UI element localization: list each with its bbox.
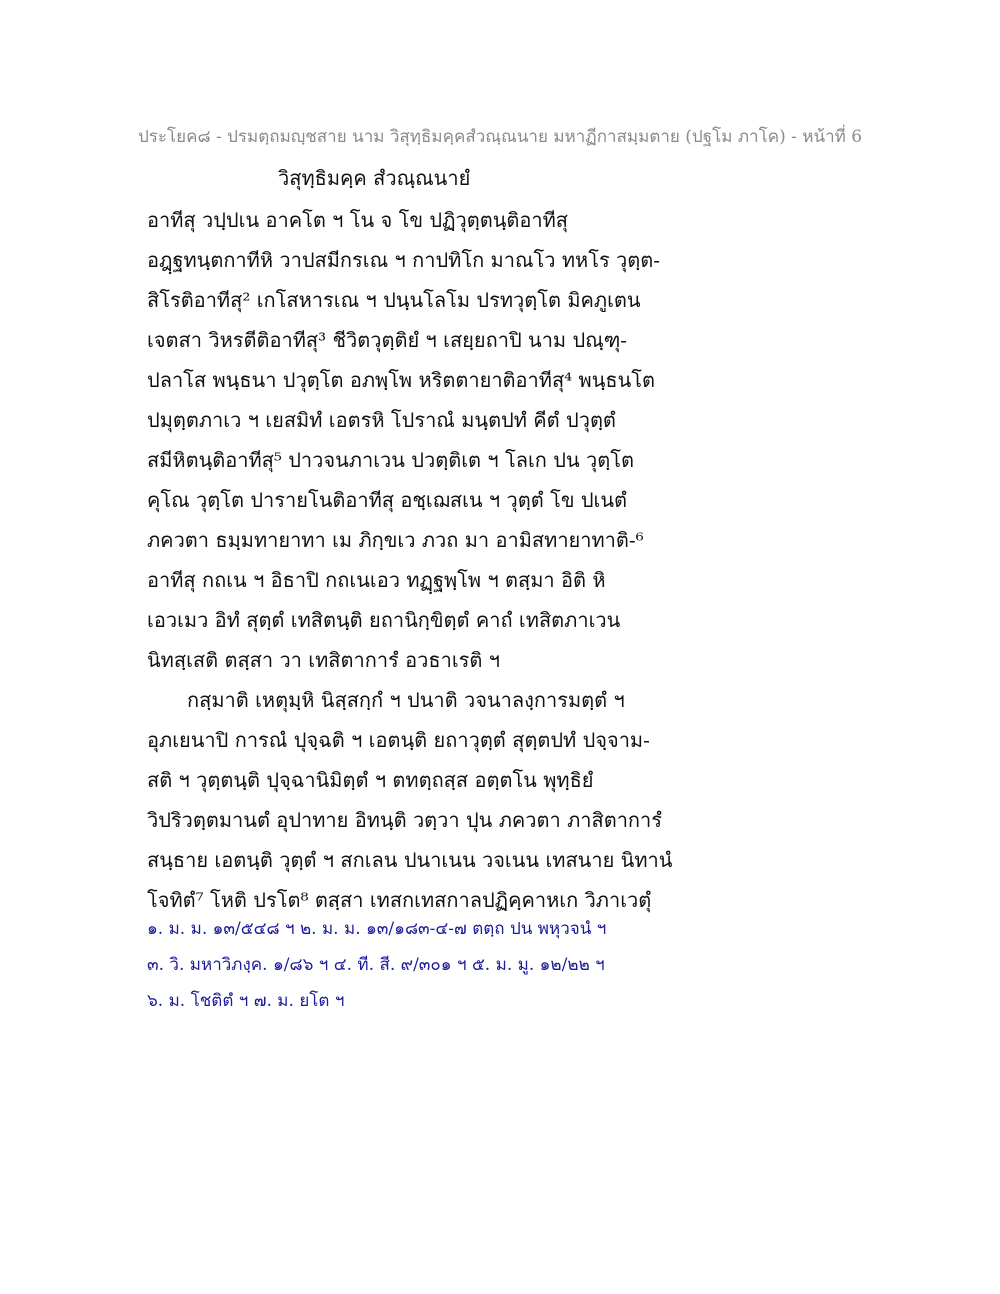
footnote-line: ๑. ม. ม. ๑๓/๕๔๘ ฯ ๒. ม. ม. ๑๓/๑๘๓-๔-๗ ตตฺถ ปน พหุวจนํ ฯ <box>147 919 607 939</box>
body-line: ปมุตฺตภาเว ฯ เยสมิทํ เอตรหิ โปราณํ มนฺตปทํ คีตํ ปวุตฺตํ <box>147 408 616 432</box>
footnote-line: ๖. ม. โชติตํ ฯ ๗. ม. ยโต ฯ <box>147 991 345 1011</box>
body-line: คุโณ วุตฺโต ปารายโนติอาทีสุ อชฺเฌสเน ฯ วุตฺตํ โข ปเนตํ <box>147 488 628 512</box>
body-line: เจตสา วิหรตีติอาทีสุ³ ชีวิตวุตฺติยํ ฯ เสยฺยถาปิ นาม ปณฺฑุ- <box>147 328 628 352</box>
body-line: สมีหิตนฺติอาทีสุ⁵ ปาวจนภาเวน ปวตฺติเต ฯ โลเก ปน วุตฺโต <box>147 448 634 472</box>
body-line: สติ ฯ วุตฺตนฺติ ปุจฺฉานิมิตฺตํ ฯ ตทตฺถสฺส อตฺตโน พุทฺธิยํ <box>147 768 594 792</box>
body-line: โจทิตํ⁷ โหติ ปรโต⁸ ตสฺสา เทสกเทสกาลปฏิคฺคาหเก วิภาเวตุํ <box>147 888 652 912</box>
body-line: อาทีสุ กถเน ฯ อิธาปิ กถเนเอว ทฏฺฐพฺโพ ฯ ตสฺมา อิติ หิ <box>147 568 606 592</box>
body-line: อฎฺฐทนฺตกาทีหิ วาปสมีกรเณ ฯ กาปทิโก มาณโว ทหโร วุตฺต- <box>147 248 661 272</box>
body-text <box>147 200 707 920</box>
body-line: ปลาโส พนฺธนา ปวุตฺโต อภพฺโพ หริตตายาติอาทีสุ⁴ พนฺธนโต <box>147 368 656 392</box>
body-line: เอวเมว อิทํ สุตฺตํ เทสิตนฺติ ยถานิกฺขิตฺตํ คาถํ เทสิตภาเวน <box>147 608 621 632</box>
body-line: วิปริวตฺตมานตํ อุปาทาย อิทนฺติ วตฺวา ปุน ภควตา ภาสิตาการํ <box>147 808 662 832</box>
footnotes <box>147 911 747 1019</box>
body-line: อาทีสุ วปฺปเน อาคโต ฯ โน จ โข ปฏิวุตฺตนฺติอาทีสุ <box>147 208 569 232</box>
body-line: ภควตา ธมฺมทายาทา เม ภิกฺขเว ภวถ มา อามิสทายาทาติ-⁶ <box>147 528 644 552</box>
section-title: วิสุทฺธิมคฺค สํวณฺณนายํ <box>278 166 471 190</box>
body-line: นิทสฺเสติ ตสฺสา วา เทสิตาการํ อวธาเรติ ฯ <box>147 648 500 672</box>
paragraph-start-line: กสฺมาติ เหตุมฺหิ นิสฺสกฺกํ ฯ ปนาติ วจนาลงฺการมตฺตํ ฯ <box>187 688 625 712</box>
body-line: อุภเยนาปิ การณํ ปุจฺฉติ ฯ เอตนฺติ ยถาวุตฺตํ สุตฺตปทํ ปจฺจาม- <box>147 728 650 752</box>
body-line: สนฺธาย เอตนฺติ วุตฺตํ ฯ สกเลน ปนาเนน วจเนน เทสนาย นิทานํ <box>147 848 673 872</box>
footnote-line: ๓. วิ. มหาวิภงฺค. ๑/๘๖ ฯ ๔. ที. สี. ๙/๓๐๑ ฯ ๕. ม. มู. ๑๒/๒๒ ฯ <box>147 955 605 975</box>
body-line: สิโรติอาทีสุ² เกโสหารเณ ฯ ปนฺนโลโม ปรทวุตฺโต มิคภูเตน <box>147 288 641 312</box>
running-header: ประโยค๘ - ปรมตฺถมญฺชสาย นาม วิสุทฺธิมคฺคสํวณฺณนาย มหาฏีกาสมฺมตาย (ปฐโม ภาโค) - หน้าที่ 6 <box>137 127 863 147</box>
